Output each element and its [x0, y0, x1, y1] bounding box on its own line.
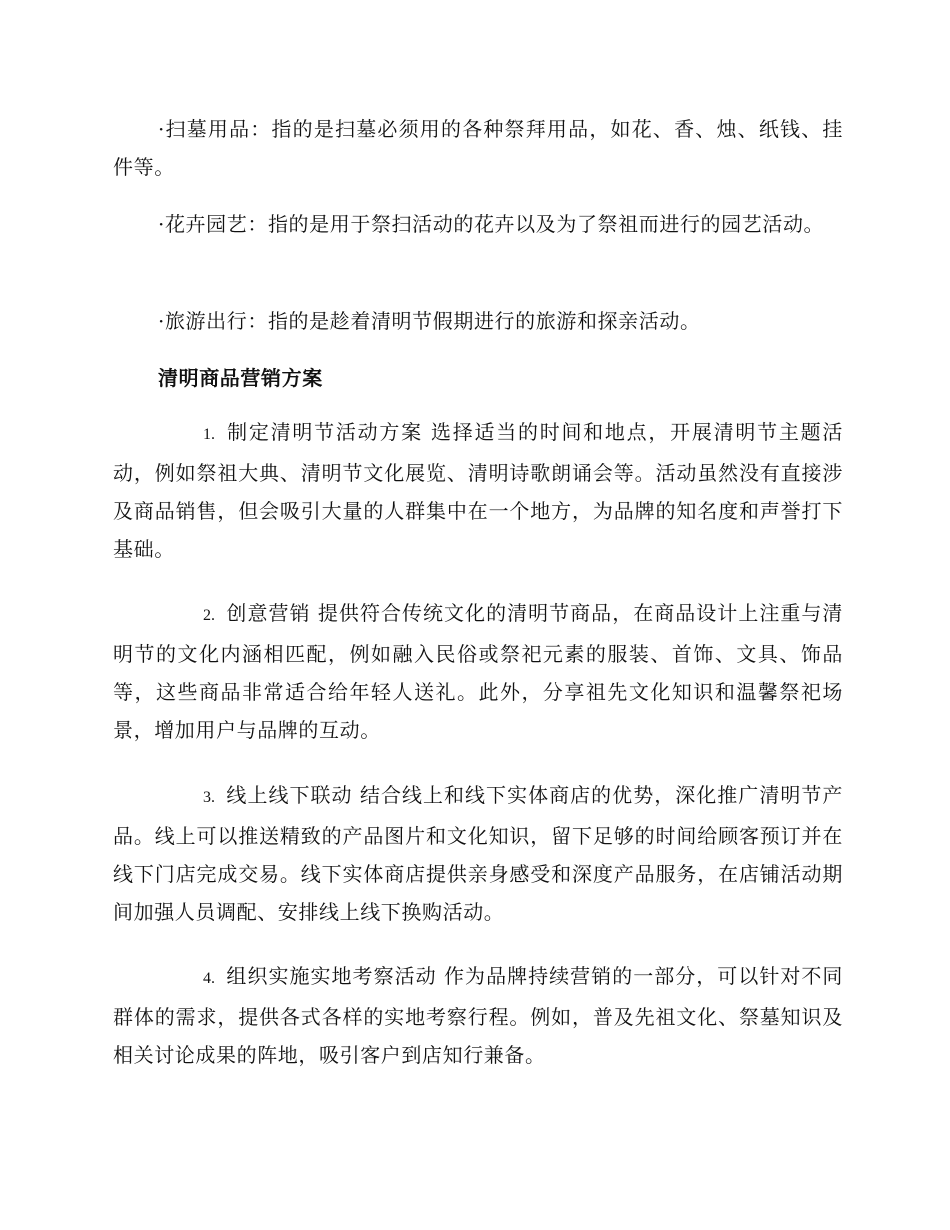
list-item-3: [113, 776, 843, 931]
list-item-number: 3.: [203, 789, 215, 806]
list-item-4: [113, 957, 843, 1074]
list-item-number: 2.: [203, 607, 215, 624]
list-item-text: 结合线上和线下实体商店的优势，深化推广清明节产品。线上可以推送精致的产品图片和文化知识，留下足够的时间给顾客预订并在线下门店完成交易。线下实体商店提供亲身感受和深度产品服务，在店铺活动期间加强人员调配、安排线上线下换购活动。: [113, 783, 843, 924]
bullet-paragraph-travel: ·旅游出行：指的是趁着清明节假期进行的旅游和探亲活动。: [158, 309, 701, 333]
list-item-number: 4.: [203, 970, 215, 987]
list-item-2: [113, 594, 843, 749]
list-item-number: 1.: [203, 426, 215, 443]
list-item-text: 作为品牌持续营销的一部分，可以针对不同群体的需求，提供各式各样的实地考察行程。例如，普及先祖文化、祭墓知识及相关讨论成果的阵地，吸引客户到店知行兼备。: [113, 964, 844, 1067]
list-item-1: [113, 413, 843, 568]
bullet-paragraph-flowers-gardening: ·花卉园艺：指的是用于祭扫活动的花卉以及为了祭祖而进行的园艺活动。: [158, 212, 825, 236]
bullet-paragraph-tomb-supplies: ·扫墓用品：指的是扫墓必须用的各种祭拜用品，如花、香、烛、纸钱、挂件等。: [113, 117, 843, 179]
list-item-text: 提供符合传统文化的清明节商品，在商品设计上注重与清明节的文化内涵相匹配，例如融入民俗或祭祀元素的服装、首饰、文具、饰品等，这些商品非常适合给年轻人送礼。此外，分享祖先文化知识和温馨祭祀场景，增加用户与品牌的互动。: [113, 601, 844, 742]
section-title: 清明商品营销方案: [158, 366, 323, 390]
list-item-label: 制定清明节活动方案: [226, 420, 423, 444]
list-item-label: 线上线下联动: [226, 783, 353, 807]
list-item-text: 选择适当的时间和地点，开展清明节主题活动，例如祭祖大典、清明节文化展览、清明诗歌朗诵会等。活动虽然没有直接涉及商品销售，但会吸引大量的人群集中在一个地方，为品牌的知名度和声誉打下基础。: [113, 420, 843, 561]
list-item-label: 创意营销: [226, 601, 311, 625]
list-item-label: 组织实施实地考察活动: [226, 964, 437, 988]
